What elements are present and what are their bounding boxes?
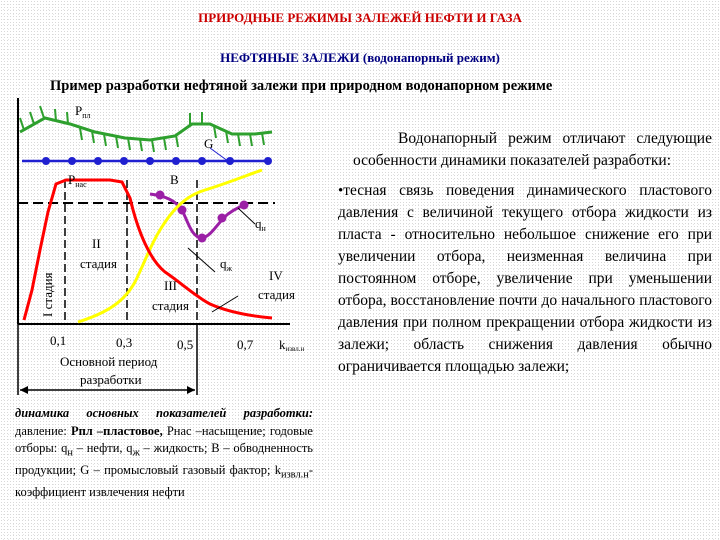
legend-sub-3: н: [67, 447, 73, 459]
tick-0-5: 0,5: [177, 337, 194, 352]
stage3-word: стадия: [152, 298, 189, 313]
period-label-line2: разработки: [80, 372, 142, 387]
x-axis-label: kизвл.н: [279, 337, 305, 353]
legend-lead: динамика основных показателей разработки:: [15, 406, 313, 420]
legend-sub-5: извл.н: [281, 469, 309, 481]
subtitle-main: НЕФТЯНЫЕ ЗАЛЕЖИ: [220, 50, 360, 65]
diagram-legend: [15, 405, 313, 502]
qn-label: $q_н$: [255, 216, 266, 233]
stage2-word: стадия: [80, 256, 117, 271]
tick-0-1: 0,1: [50, 333, 67, 348]
description-intro: Водонапорный режим отличают следующие особенности динамики показателей разработки:: [353, 130, 712, 169]
b-label: В: [170, 172, 179, 187]
tick-0-7: 0,7: [237, 337, 254, 352]
period-arrow-left-head: [20, 386, 28, 394]
g-label: G: [204, 136, 214, 151]
legend-text-4: – нефти, q: [72, 441, 133, 455]
description-bullet: [338, 180, 712, 378]
legend-text-1: давление:: [15, 423, 71, 438]
description-block: [338, 128, 712, 378]
stage4-word: стадия: [258, 287, 295, 302]
period-arrow-right-head: [187, 386, 195, 394]
legend-text-6: -коэффициент извлечения нефти: [15, 463, 313, 499]
qzh-leader: [188, 248, 215, 272]
stage2-number: II: [92, 236, 101, 251]
period-label-line1: Основной период: [60, 354, 158, 369]
p-pl-curve: [20, 118, 272, 140]
legend-text-2: Рпл –пластовое,: [70, 423, 163, 438]
qn-leader: [238, 208, 255, 224]
q-curve: [24, 180, 272, 320]
p-nas-label: $Р_{нас}$: [68, 172, 87, 189]
description-bullet-text: тесная связь поведения динамического пластового давления с величиной текущего отбора жидкости из пласта - относительно небольшое снижение его при увеличении отбора, неизменная величина при постоянном отборе, увеличение при уменьшении отбора, восстановление почти до начального пластового давления при полном прекращении отбора жидкости из залежи; область снижения давления обычно ограничивается площадью залежи;: [338, 182, 712, 375]
p-pl-ticks: [20, 106, 264, 152]
stage4-number: IV: [269, 268, 283, 283]
qzh-label: $q_ж$: [220, 256, 233, 273]
legend-sub-4: ж: [132, 447, 140, 459]
p-pl-label: $Р_{пл}$: [75, 103, 91, 120]
page-title: ПРИРОДНЫЕ РЕЖИМЫ ЗАЛЕЖЕЙ НЕФТИ И ГАЗА: [198, 10, 522, 25]
bullet-icon: •: [338, 183, 344, 199]
stage3-number: III: [164, 278, 177, 293]
stage1-label: I стадия: [40, 272, 55, 317]
tick-0-3: 0,3: [116, 335, 133, 350]
example-heading: Пример разработки нефтяной залежи при природном водонапорном режиме: [50, 78, 553, 94]
development-diagram: [0, 0, 330, 405]
b-curve: [150, 194, 248, 238]
legend-text-3: Рнас –насыщение; годовые отборы: q: [15, 423, 313, 455]
subtitle-note: (водонапорный режим): [362, 50, 500, 65]
legend-text-5: – жидкость; В – обводненность продукции; G – промысловый газовый фактор; k: [15, 441, 313, 477]
